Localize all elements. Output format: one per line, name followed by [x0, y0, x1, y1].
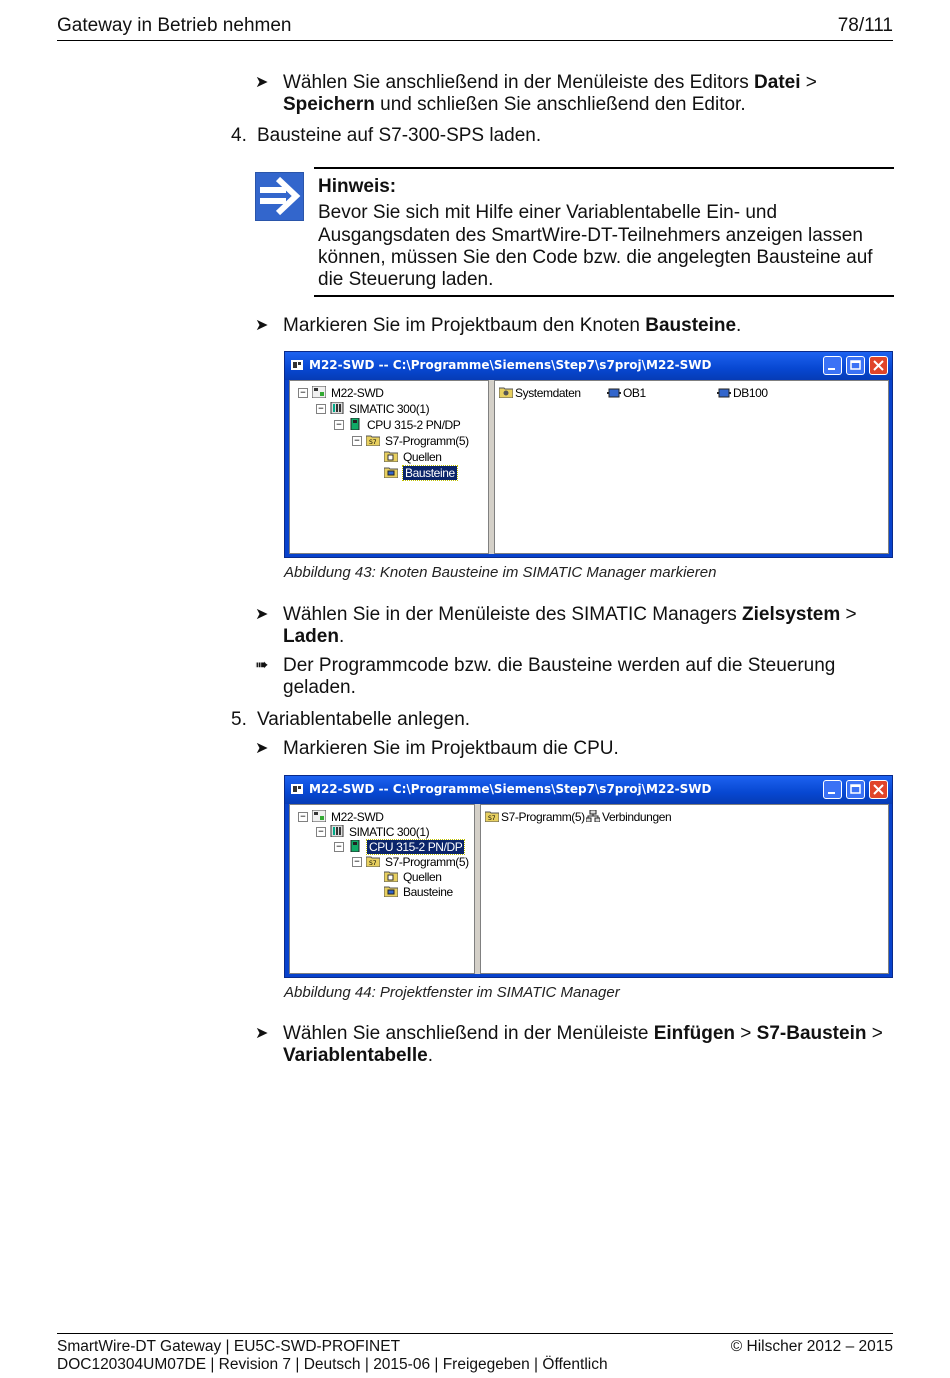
bullet-arrow-icon: ➤ [255, 317, 269, 334]
station-icon [330, 825, 344, 837]
close-icon[interactable] [869, 356, 888, 375]
note-line-1: Bevor Sie sich mit Hilfe einer Variablentabelle Ein- und [318, 202, 778, 223]
svg-text:S7: S7 [369, 439, 377, 446]
collapse-icon[interactable]: − [316, 404, 326, 414]
step-5-text: Variablentabelle anlegen. [257, 709, 471, 730]
content-pane[interactable] [480, 804, 889, 974]
maximize-icon[interactable] [846, 356, 865, 375]
result-line-1: Der Programmcode bzw. die Bausteine werden auf die Steuerung [283, 655, 836, 676]
ob-block-icon [607, 387, 621, 399]
step-mark-cpu: Markieren Sie im Projektbaum die CPU. [283, 738, 619, 759]
step-load [283, 604, 883, 648]
s7-program-icon [485, 810, 499, 822]
window-titlebar[interactable] [285, 776, 892, 804]
figure-43-caption: Abbildung 43: Knoten Bausteine im SIMATIC Manager markieren [284, 564, 717, 581]
step-load-end: . [338, 626, 345, 647]
step-mark-blocks-text: Markieren Sie im Projektbaum den Knoten [283, 315, 646, 336]
menu-datei: Datei [754, 72, 801, 93]
db-block-icon [717, 387, 731, 399]
window-titlebar[interactable] [285, 352, 892, 380]
bullet-arrow-icon: ➤ [255, 74, 269, 91]
collapse-icon[interactable]: − [352, 436, 362, 446]
list-item-connections[interactable]: Verbindungen [602, 810, 672, 824]
step-number-5: 5. [231, 709, 247, 730]
close-icon[interactable] [869, 780, 888, 799]
collapse-icon[interactable]: − [298, 812, 308, 822]
step-load-text: Wählen Sie in der Menüleiste des SIMATIC Managers [283, 604, 743, 625]
result-arrow-icon: ➠ [255, 657, 269, 674]
project-icon [312, 386, 326, 398]
note-title: Hinweis: [318, 176, 397, 197]
station-icon [330, 402, 344, 414]
collapse-icon[interactable]: − [298, 388, 308, 398]
step-4-text: Bausteine auf S7-300-SPS laden. [257, 125, 542, 146]
project-tree-pane[interactable] [289, 804, 475, 974]
step-load-separator: > [840, 604, 857, 625]
tree-item-cpu-selected[interactable]: CPU 315-2 PN/DP [369, 840, 463, 854]
list-item-ob1[interactable]: OB1 [623, 386, 646, 400]
section-title: Gateway in Betrieb nehmen [57, 15, 292, 36]
step-save-text-end: und schließen Sie anschließend den Editor. [374, 94, 746, 115]
blocks-folder-icon [384, 885, 398, 897]
arrow-right-icon [255, 172, 304, 221]
maximize-icon[interactable] [846, 780, 865, 799]
cpu-icon [348, 418, 362, 430]
sources-folder-icon [384, 450, 398, 462]
collapse-icon[interactable]: − [316, 827, 326, 837]
page-number: 78/111 [837, 15, 893, 36]
system-data-icon [499, 386, 513, 398]
note-top-rule [314, 167, 894, 169]
blocks-folder-icon [384, 466, 398, 478]
tree-item-project[interactable]: M22-SWD [331, 386, 384, 400]
step-insert-text: Wählen Sie anschließend in der Menüleiste [283, 1023, 654, 1044]
tree-item-blocks[interactable]: Bausteine [403, 885, 453, 899]
project-icon [312, 810, 326, 822]
project-tree-pane[interactable] [289, 380, 489, 554]
footer-line-2: DOC120304UM07DE | Revision 7 | Deutsch | 2015-06 | Freigegeben | Öffentlich [57, 1356, 608, 1373]
list-item-s7-program[interactable]: S7-Programm(5) [501, 810, 585, 824]
app-icon [290, 782, 304, 796]
bullet-arrow-icon: ➤ [255, 1025, 269, 1042]
figure-44-caption: Abbildung 44: Projektfenster im SIMATIC Manager [284, 984, 620, 1001]
tree-item-blocks-selected[interactable]: Bausteine [405, 466, 455, 480]
menu-laden: Laden [283, 626, 339, 647]
step-save-text: Wählen Sie anschließend in der Menüleiste des Editors [283, 72, 755, 93]
s7-program-icon [366, 434, 380, 446]
step-insert-end: . [427, 1045, 433, 1066]
svg-text:S7: S7 [488, 815, 496, 822]
menu-einfuegen: Einfügen [653, 1023, 735, 1044]
step-save-separator: > [800, 72, 817, 93]
connections-icon [586, 810, 600, 822]
simatic-window-fig43 [284, 351, 893, 558]
collapse-icon[interactable]: − [334, 420, 344, 430]
list-item-system-data[interactable]: Systemdaten [515, 386, 581, 400]
bullet-arrow-icon: ➤ [255, 606, 269, 623]
tree-item-station[interactable]: SIMATIC 300(1) [349, 825, 430, 839]
minimize-icon[interactable] [823, 780, 842, 799]
menu-s7-baustein: S7-Baustein [756, 1023, 867, 1044]
window-title: M22-SWD -- C:\Programme\Siemens\Step7\s7proj\M22-SWD [309, 358, 712, 372]
note-line-2: Ausgangsdaten des SmartWire-DT-Teilnehmers anzeigen lassen [318, 225, 863, 246]
step-mark-blocks [283, 315, 741, 337]
content-pane[interactable] [494, 380, 889, 554]
menu-speichern: Speichern [283, 94, 375, 115]
tree-item-sources[interactable]: Quellen [403, 870, 442, 884]
simatic-window-fig44 [284, 775, 893, 978]
footer-copyright: © Hilscher 2012 – 2015 [730, 1338, 893, 1355]
node-bausteine-label: Bausteine [645, 315, 737, 336]
app-icon [290, 358, 304, 372]
list-item-db100[interactable]: DB100 [733, 386, 768, 400]
step-insert-separator-2: > [866, 1023, 883, 1044]
tree-item-s7-program[interactable]: S7-Programm(5) [385, 855, 469, 869]
bullet-arrow-icon: ➤ [255, 740, 269, 757]
tree-item-project[interactable]: M22-SWD [331, 810, 384, 824]
tree-item-sources[interactable]: Quellen [403, 450, 442, 464]
note-line-3: können, müssen Sie den Code bzw. die angelegten Bausteine auf [318, 247, 873, 268]
svg-text:S7: S7 [369, 860, 377, 867]
note-bottom-rule [314, 295, 894, 297]
footer-line-1: SmartWire-DT Gateway | EU5C-SWD-PROFINET [57, 1338, 401, 1355]
header-rule [57, 40, 893, 41]
footer-rule [57, 1333, 893, 1334]
step-mark-blocks-end: . [736, 315, 742, 336]
result-line-2: geladen. [283, 677, 356, 698]
minimize-icon[interactable] [823, 356, 842, 375]
step-number-4: 4. [231, 125, 247, 146]
s7-program-icon [366, 855, 380, 867]
tree-item-cpu[interactable]: CPU 315-2 PN/DP [367, 418, 461, 432]
collapse-icon[interactable]: − [352, 857, 362, 867]
cpu-icon [348, 840, 362, 852]
step-insert-separator: > [735, 1023, 757, 1044]
tree-item-station[interactable]: SIMATIC 300(1) [349, 402, 430, 416]
collapse-icon[interactable]: − [334, 842, 344, 852]
step-save [283, 72, 883, 116]
menu-variablentabelle: Variablentabelle [283, 1045, 428, 1066]
window-title: M22-SWD -- C:\Programme\Siemens\Step7\s7proj\M22-SWD [309, 782, 712, 796]
note-line-4: die Steuerung laden. [318, 269, 494, 290]
tree-item-s7-program[interactable]: S7-Programm(5) [385, 434, 469, 448]
step-insert [283, 1023, 893, 1067]
menu-zielsystem: Zielsystem [742, 604, 841, 625]
sources-folder-icon [384, 870, 398, 882]
